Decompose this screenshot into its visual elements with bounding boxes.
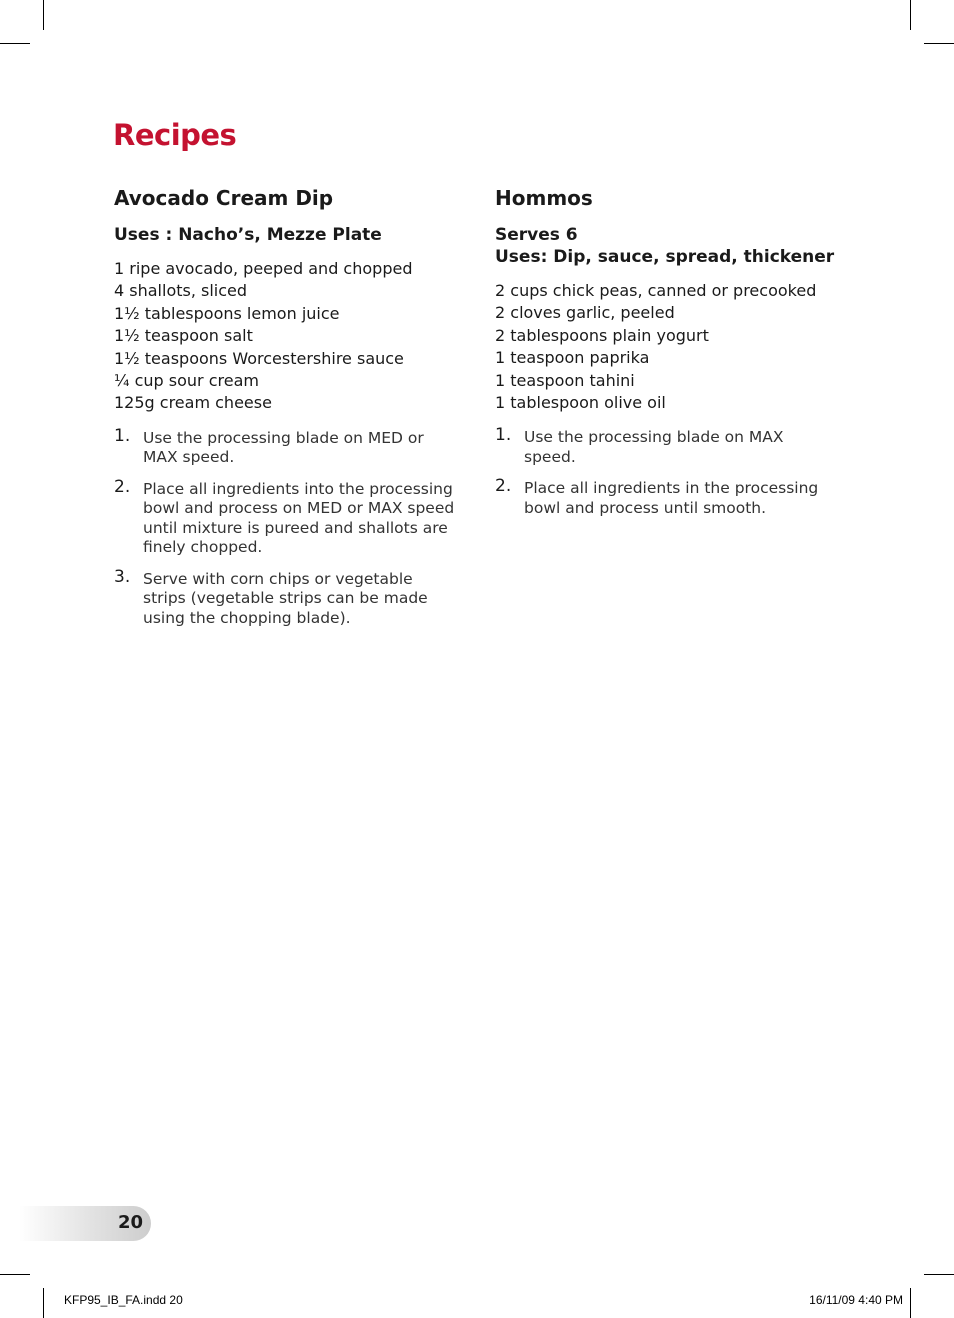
step-text: Use the processing blade on MED or MAX speed. — [143, 428, 424, 467]
uses-line: Uses : Nacho’s, Mezze Plate — [114, 225, 382, 245]
crop-mark — [910, 1288, 911, 1318]
step-number: 1. — [495, 425, 512, 446]
crop-mark — [910, 0, 911, 30]
ingredient: 1 teaspoon tahini — [495, 370, 635, 390]
step-text: Place all ingredients in the processing bowl and process until smooth. — [524, 479, 819, 517]
method-steps — [495, 425, 840, 518]
ingredient: 1½ tablespoons lemon juice — [114, 303, 340, 323]
method-step — [495, 425, 840, 467]
crop-mark — [43, 1288, 44, 1318]
ingredient: 2 cups chick peas, canned or precooked — [495, 281, 817, 300]
step-text: Use the processing blade on MAX speed. — [524, 428, 784, 466]
footer-timestamp: 16/11/09 4:40 PM — [809, 1293, 903, 1307]
step-number: 1. — [114, 425, 131, 446]
footer-filename: KFP95_IB_FA.indd 20 — [64, 1293, 183, 1307]
recipe-hommos — [495, 184, 840, 530]
ingredient: 125g cream cheese — [114, 393, 272, 413]
step-number: 2. — [495, 476, 512, 497]
step-text: Serve with corn chips or vegetable strips (vegetable strips can be made using the chopping blade). — [143, 569, 428, 627]
crop-mark — [924, 1274, 954, 1275]
crop-mark — [0, 1274, 30, 1275]
recipe-title: Avocado Cream Dip — [114, 186, 334, 210]
method-step — [114, 425, 459, 468]
ingredient: 1 ripe avocado, peeped and chopped — [114, 259, 413, 278]
page-number-tab — [19, 1206, 151, 1241]
ingredient: 2 tablespoons plain yogurt — [495, 325, 709, 345]
ingredient: 1 teaspoon paprika — [495, 348, 650, 368]
step-number: 2. — [114, 476, 131, 497]
recipe-avocado-cream-dip — [114, 184, 459, 640]
ingredient: 4 shallots, sliced — [114, 281, 248, 301]
method-step — [114, 566, 459, 629]
ingredient: 1 tablespoon olive oil — [495, 393, 666, 413]
serves-line: Serves 6 — [495, 225, 578, 245]
ingredient: 1½ teaspoon salt — [114, 326, 253, 346]
ingredient-list — [495, 280, 840, 414]
method-step — [114, 476, 459, 558]
recipe-meta — [114, 224, 459, 246]
step-number: 3. — [114, 566, 131, 587]
method-step — [495, 476, 840, 518]
ingredient: 1½ teaspoons Worcestershire sauce — [114, 348, 404, 368]
ingredient-list — [114, 258, 459, 415]
crop-mark — [924, 43, 954, 44]
uses-line: Uses: Dip, sauce, spread, thickener — [495, 247, 835, 267]
crop-mark — [0, 43, 30, 44]
crop-mark — [43, 0, 44, 30]
recipe-title: Hommos — [495, 186, 593, 210]
method-steps — [114, 425, 459, 629]
ingredient: ¼ cup sour cream — [114, 371, 259, 391]
page-title: Recipes — [113, 118, 237, 152]
page-number: 20 — [117, 1212, 143, 1233]
recipe-meta — [495, 224, 840, 268]
step-text: Place all ingredients into the processing bowl and process on MED or MAX speed until mixture is pureed and shallots are finely chopped. — [143, 479, 455, 557]
ingredient: 2 cloves garlic, peeled — [495, 303, 675, 323]
